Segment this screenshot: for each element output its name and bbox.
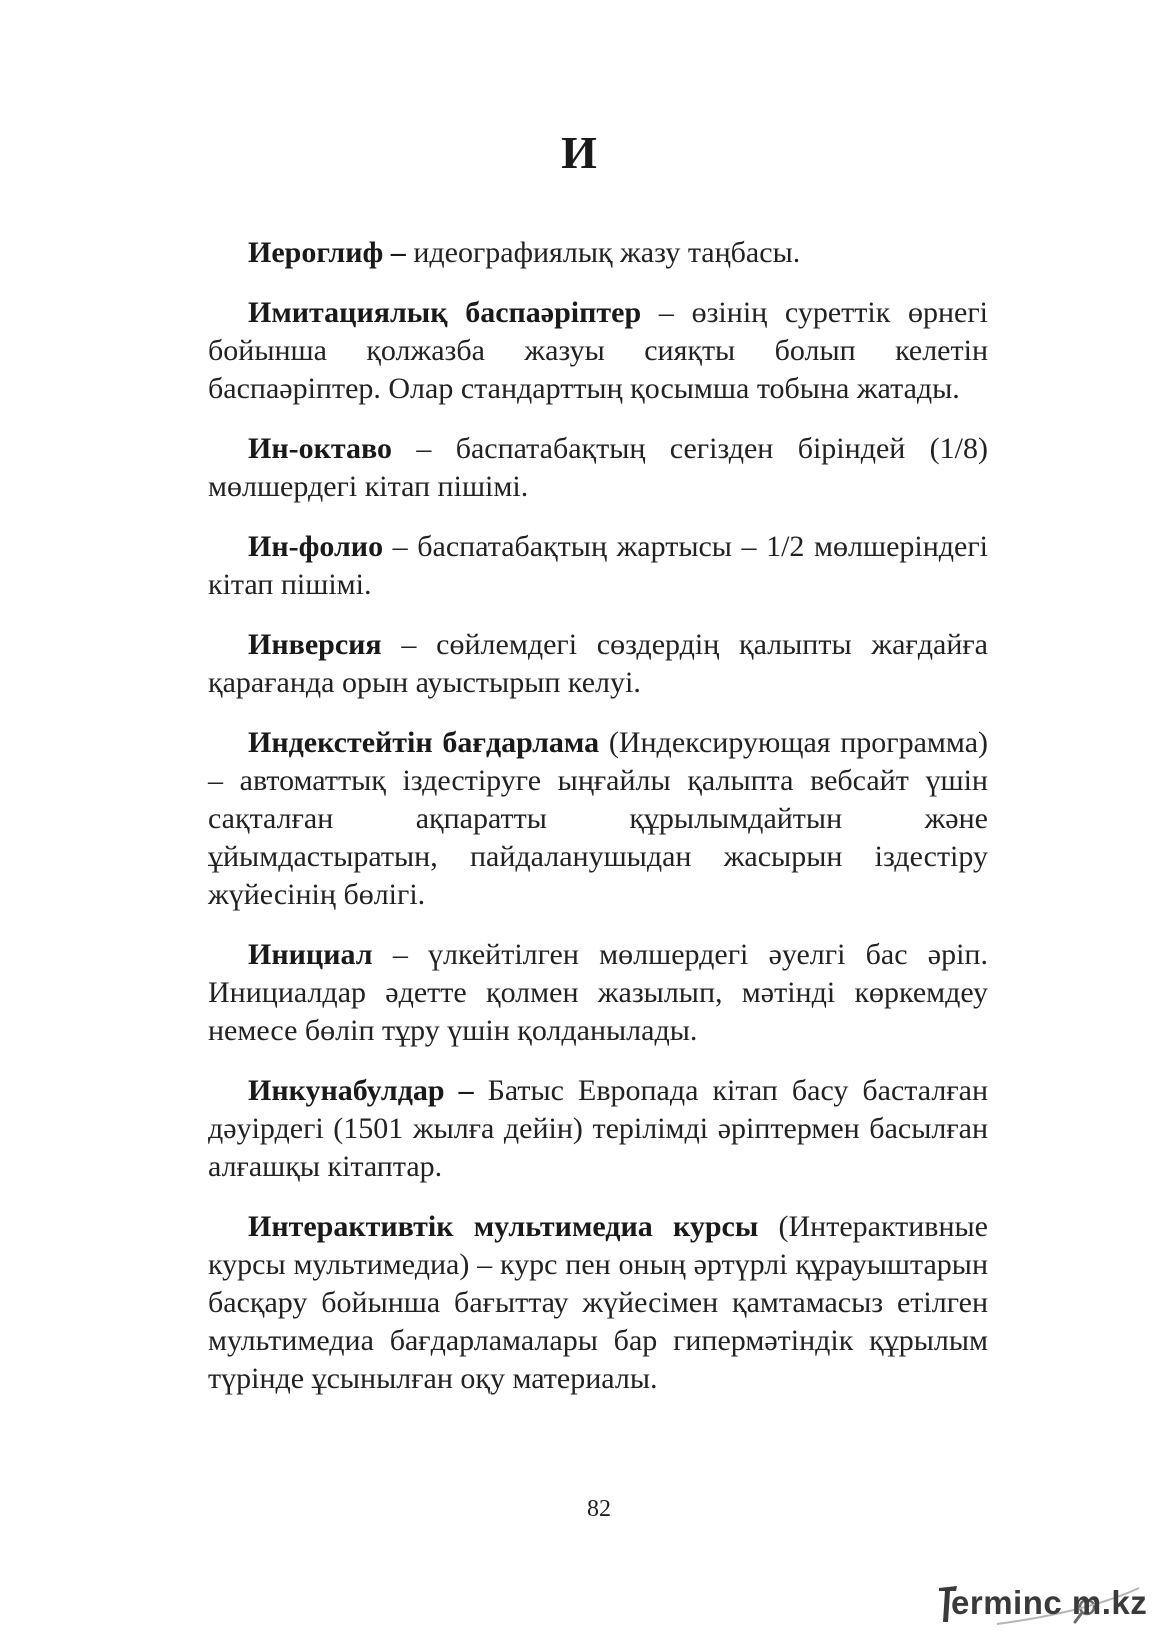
entry-definition: – үлкейтілген мөлшердегі әуелгі бас әріп. Инициалдар әдетте қолмен жазылып, мәтінді көркемдеу немесе бөліп тұру үшін қолданылады. (208, 938, 988, 1047)
glossary-entry (208, 936, 988, 1050)
entry-definition: – баспатабақтың сегізден біріндей (1/8) мөлшердегі кітап пішімі. (208, 432, 988, 503)
entry-term: Имитациялық баспаәріптер (248, 296, 642, 329)
glossary-entry (208, 724, 988, 914)
entry-term: Ин-октаво (248, 432, 392, 465)
entry-definition: идеографиялық жазу таңбасы. (405, 236, 801, 269)
section-letter: И (561, 127, 597, 178)
glossary-entry (208, 1072, 988, 1186)
glossary-entry (208, 234, 988, 272)
termincom-watermark (937, 1582, 1148, 1626)
page-number: 82 (587, 1496, 611, 1522)
entry-definition: – өзінің суреттік өрнегі бойынша қолжазба жазуы сияқты болып келетін баспаәріптер. Олар стандарттың қосымша тобына жатады. (208, 296, 988, 405)
entry-definition: (Индексирующая программа) – автоматтық іздестіруге ыңғайлы қалыпта вебсайт үшін сақталған ақпаратты құрылымдайтын және ұйымдастыратын, пайдаланушыдан жасырын іздестіру жүйесінің бөлігі. (208, 726, 988, 911)
entry-term: Иероглиф – (248, 236, 406, 269)
entry-term: Индекстейтін бағдарлама (248, 726, 600, 759)
glossary-entry (208, 626, 988, 702)
glossary-entry (208, 1208, 988, 1398)
glossary-entries (208, 234, 988, 1420)
entry-definition: – сөйлемдегі сөздердің қалыпты жағдайға қарағанда орын ауыстырып келуі. (208, 628, 988, 699)
entry-term: Инверсия (248, 628, 382, 661)
entry-definition: Батыс Европада кітап басу басталған дәуірдегі (1501 жылға дейін) терілімді әріптермен басылған алғашқы кітаптар. (208, 1074, 988, 1183)
entry-definition: (Интерактивные курсы мультимедиа) – курс пен оның әртүрлі құрауыштарын басқару бойынша бағыттау жүйесімен қамтамасыз етілген мультимедиа бағдарламалары бар гипермәтіндік құрылым түрінде ұсынылған оқу материалы. (208, 1210, 988, 1395)
glossary-entry (208, 294, 988, 408)
entry-term: Ин-фолио (248, 530, 384, 563)
watermark-text: erminc m.kz (951, 1584, 1148, 1621)
entry-definition: – баспатабақтың жартысы – 1/2 мөлшеріндегі кітап пішімі. (208, 530, 988, 601)
entry-term: Инициал (248, 938, 373, 971)
glossary-entry (208, 528, 988, 604)
glossary-entry (208, 430, 988, 506)
entry-term: Инкунабулдар – (248, 1074, 474, 1107)
entry-term: Интерактивтік мультимедиа курсы (248, 1210, 759, 1243)
